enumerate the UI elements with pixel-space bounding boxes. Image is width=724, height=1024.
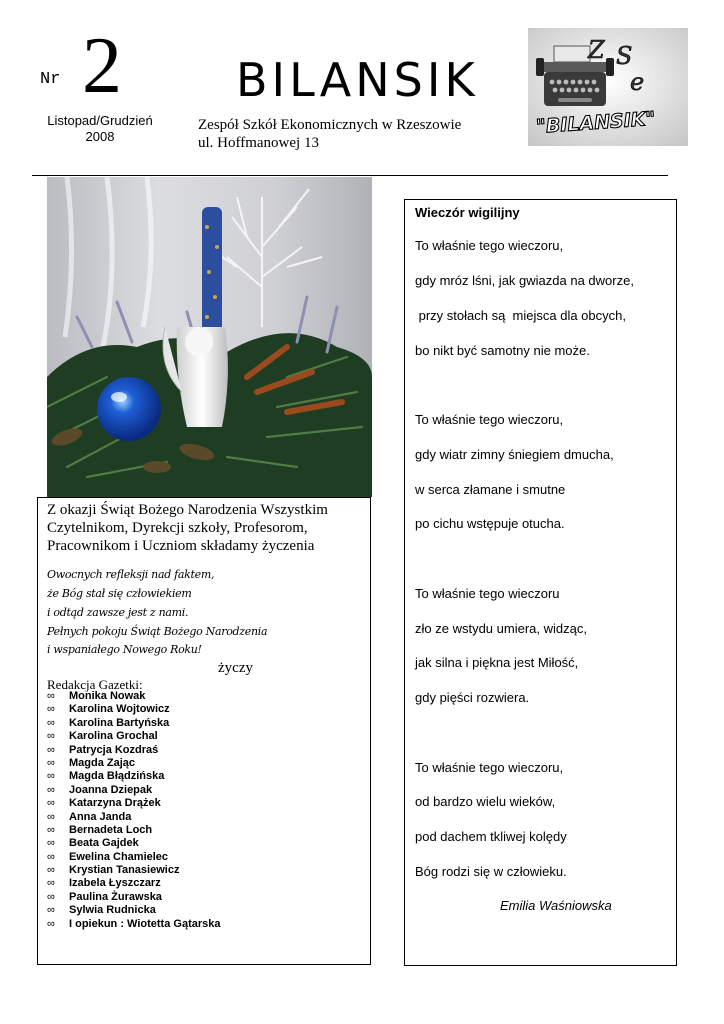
staff-member-name: I opiekun : Wiotetta Gątarska: [69, 917, 221, 930]
infinity-bullet-icon: ∞: [47, 917, 55, 930]
wish-line: i wspaniałego Nowego Roku!: [47, 643, 202, 656]
logo-word: "BILANSIK": [535, 107, 657, 139]
poem-author: Emilia Waśniowska: [500, 898, 612, 913]
staff-member-name: Patrycja Kozdraś: [69, 743, 159, 756]
greeting-signoff: życzy: [218, 660, 253, 676]
staff-list: [47, 690, 221, 931]
infinity-bullet-icon: ∞: [47, 770, 55, 783]
poem-line: po cichu wstępuje otucha.: [415, 516, 565, 531]
poem-line: w serca złamane i smutne: [415, 482, 566, 497]
school-street: ul. Hoffmanowej 13: [198, 135, 319, 151]
poem-line: Bóg rodzi się w człowieku.: [415, 864, 567, 879]
staff-member-name: Krystian Tanasiewicz: [69, 864, 180, 877]
wish-line: że Bóg stał się człowiekiem: [47, 587, 192, 600]
staff-member: [47, 744, 221, 757]
masthead-divider: [32, 175, 668, 176]
school-address: [198, 116, 461, 152]
infinity-bullet-icon: ∞: [47, 783, 55, 796]
poem-line: gdy wiatr zimny śniegiem dmucha,: [415, 447, 614, 462]
issue-date: [38, 113, 162, 145]
infinity-bullet-icon: ∞: [47, 703, 55, 716]
staff-member-name: Sylwia Rudnicka: [69, 904, 156, 917]
poem-line: To właśnie tego wieczoru,: [415, 412, 564, 427]
staff-member-name: Joanna Dziepak: [69, 783, 153, 796]
staff-member-name: Ewelina Chamielec: [69, 850, 169, 863]
staff-member: [47, 730, 221, 743]
staff-heading: Redakcja Gazetki:: [47, 677, 143, 692]
infinity-bullet-icon: ∞: [47, 890, 55, 903]
staff-member: [47, 811, 221, 824]
poem-line: To właśnie tego wieczoru,: [415, 238, 564, 253]
infinity-bullet-icon: ∞: [47, 716, 55, 729]
issue-label: Nr: [40, 70, 61, 89]
staff-member-name: Beata Gajdek: [69, 837, 139, 850]
staff-member-name: Anna Janda: [69, 810, 132, 823]
infinity-bullet-icon: ∞: [47, 850, 55, 863]
staff-member: [47, 864, 221, 877]
staff-member-name: Karolina Grochal: [69, 730, 158, 743]
logo-letter-s: S: [616, 42, 633, 70]
staff-member: [47, 784, 221, 797]
staff-member: [47, 918, 221, 931]
christmas-decoration-photo: [47, 177, 372, 497]
infinity-bullet-icon: ∞: [47, 810, 55, 823]
wish-line: Pełnych pokoju Świąt Bożego Narodzenia: [47, 625, 268, 638]
poem-line: jak silna i piękna jest Miłość,: [415, 655, 579, 670]
infinity-bullet-icon: ∞: [47, 756, 55, 769]
poem-line: bo nikt być samotny nie może.: [415, 343, 590, 358]
wish-line: Owocnych refleksji nad faktem,: [47, 568, 215, 581]
staff-member: [47, 770, 221, 783]
infinity-bullet-icon: ∞: [47, 730, 55, 743]
staff-member-name: Magda Zając: [69, 756, 136, 769]
infinity-bullet-icon: ∞: [47, 837, 55, 850]
infinity-bullet-icon: ∞: [47, 823, 55, 836]
staff-member-name: Izabela Łyszczarz: [69, 877, 161, 890]
staff-member-name: Monika Nowak: [69, 690, 146, 702]
poem-line: zło ze wstydu umiera, widząc,: [415, 621, 587, 636]
wish-line: i odtąd zawsze jest z nami.: [47, 606, 189, 619]
staff-member: [47, 877, 221, 890]
poem-line: pod dachem tkliwej kolędy: [415, 829, 567, 844]
poem-line: To właśnie tego wieczoru: [415, 586, 560, 601]
issue-number: 2: [82, 22, 122, 110]
infinity-bullet-icon: ∞: [47, 904, 55, 917]
logo-letter-z: Z: [588, 36, 605, 64]
staff-member: [47, 703, 221, 716]
school-name: Zespół Szkół Ekonomicznych w Rzeszowie: [198, 117, 462, 133]
infinity-bullet-icon: ∞: [47, 797, 55, 810]
typewriter-logo-icon: [528, 28, 688, 146]
staff-member-name: Magda Błądzińska: [69, 770, 165, 783]
poem-line: od bardzo wielu wieków,: [415, 794, 556, 809]
infinity-bullet-icon: ∞: [47, 864, 55, 877]
newspaper-logo: [528, 28, 688, 146]
poem-line: gdy mróz lśni, jak gwiazda na dworze,: [415, 273, 634, 288]
newspaper-title: BILANSIK: [236, 53, 479, 107]
staff-member: [47, 851, 221, 864]
poem-line: gdy pięści rozwiera.: [415, 690, 530, 705]
poem-title: Wieczór wigilijny: [415, 205, 520, 220]
infinity-bullet-icon: ∞: [47, 743, 55, 756]
staff-member-name: Karolina Bartyńska: [69, 716, 170, 729]
issue-date-year: 2008: [85, 129, 115, 144]
staff-member-name: Katarzyna Drążek: [69, 797, 161, 810]
staff-member: [47, 837, 221, 850]
logo-letter-e: e: [630, 68, 645, 96]
staff-member: [47, 690, 221, 703]
staff-member-name: Paulina Żurawska: [69, 890, 162, 903]
poem-line: przy stołach są miejsca dla obcych,: [415, 308, 626, 323]
poem-line: To właśnie tego wieczoru,: [415, 760, 564, 775]
staff-member: [47, 797, 221, 810]
issue-date-month: Listopad/Grudzień: [47, 113, 153, 128]
staff-member: [47, 904, 221, 917]
staff-member: [47, 757, 221, 770]
staff-member-name: Bernadeta Loch: [69, 823, 153, 836]
infinity-bullet-icon: ∞: [47, 690, 55, 702]
staff-member-name: Karolina Wojtowicz: [69, 703, 170, 716]
staff-member: [47, 891, 221, 904]
staff-member: [47, 824, 221, 837]
staff-member: [47, 717, 221, 730]
greeting-intro: Z okazji Świąt Bożego Narodzenia Wszystkim Czytelnikom, Dyrekcji szkoły, Profesorom, Pracownikom i Uczniom składamy życzenia: [47, 502, 328, 554]
infinity-bullet-icon: ∞: [47, 877, 55, 890]
